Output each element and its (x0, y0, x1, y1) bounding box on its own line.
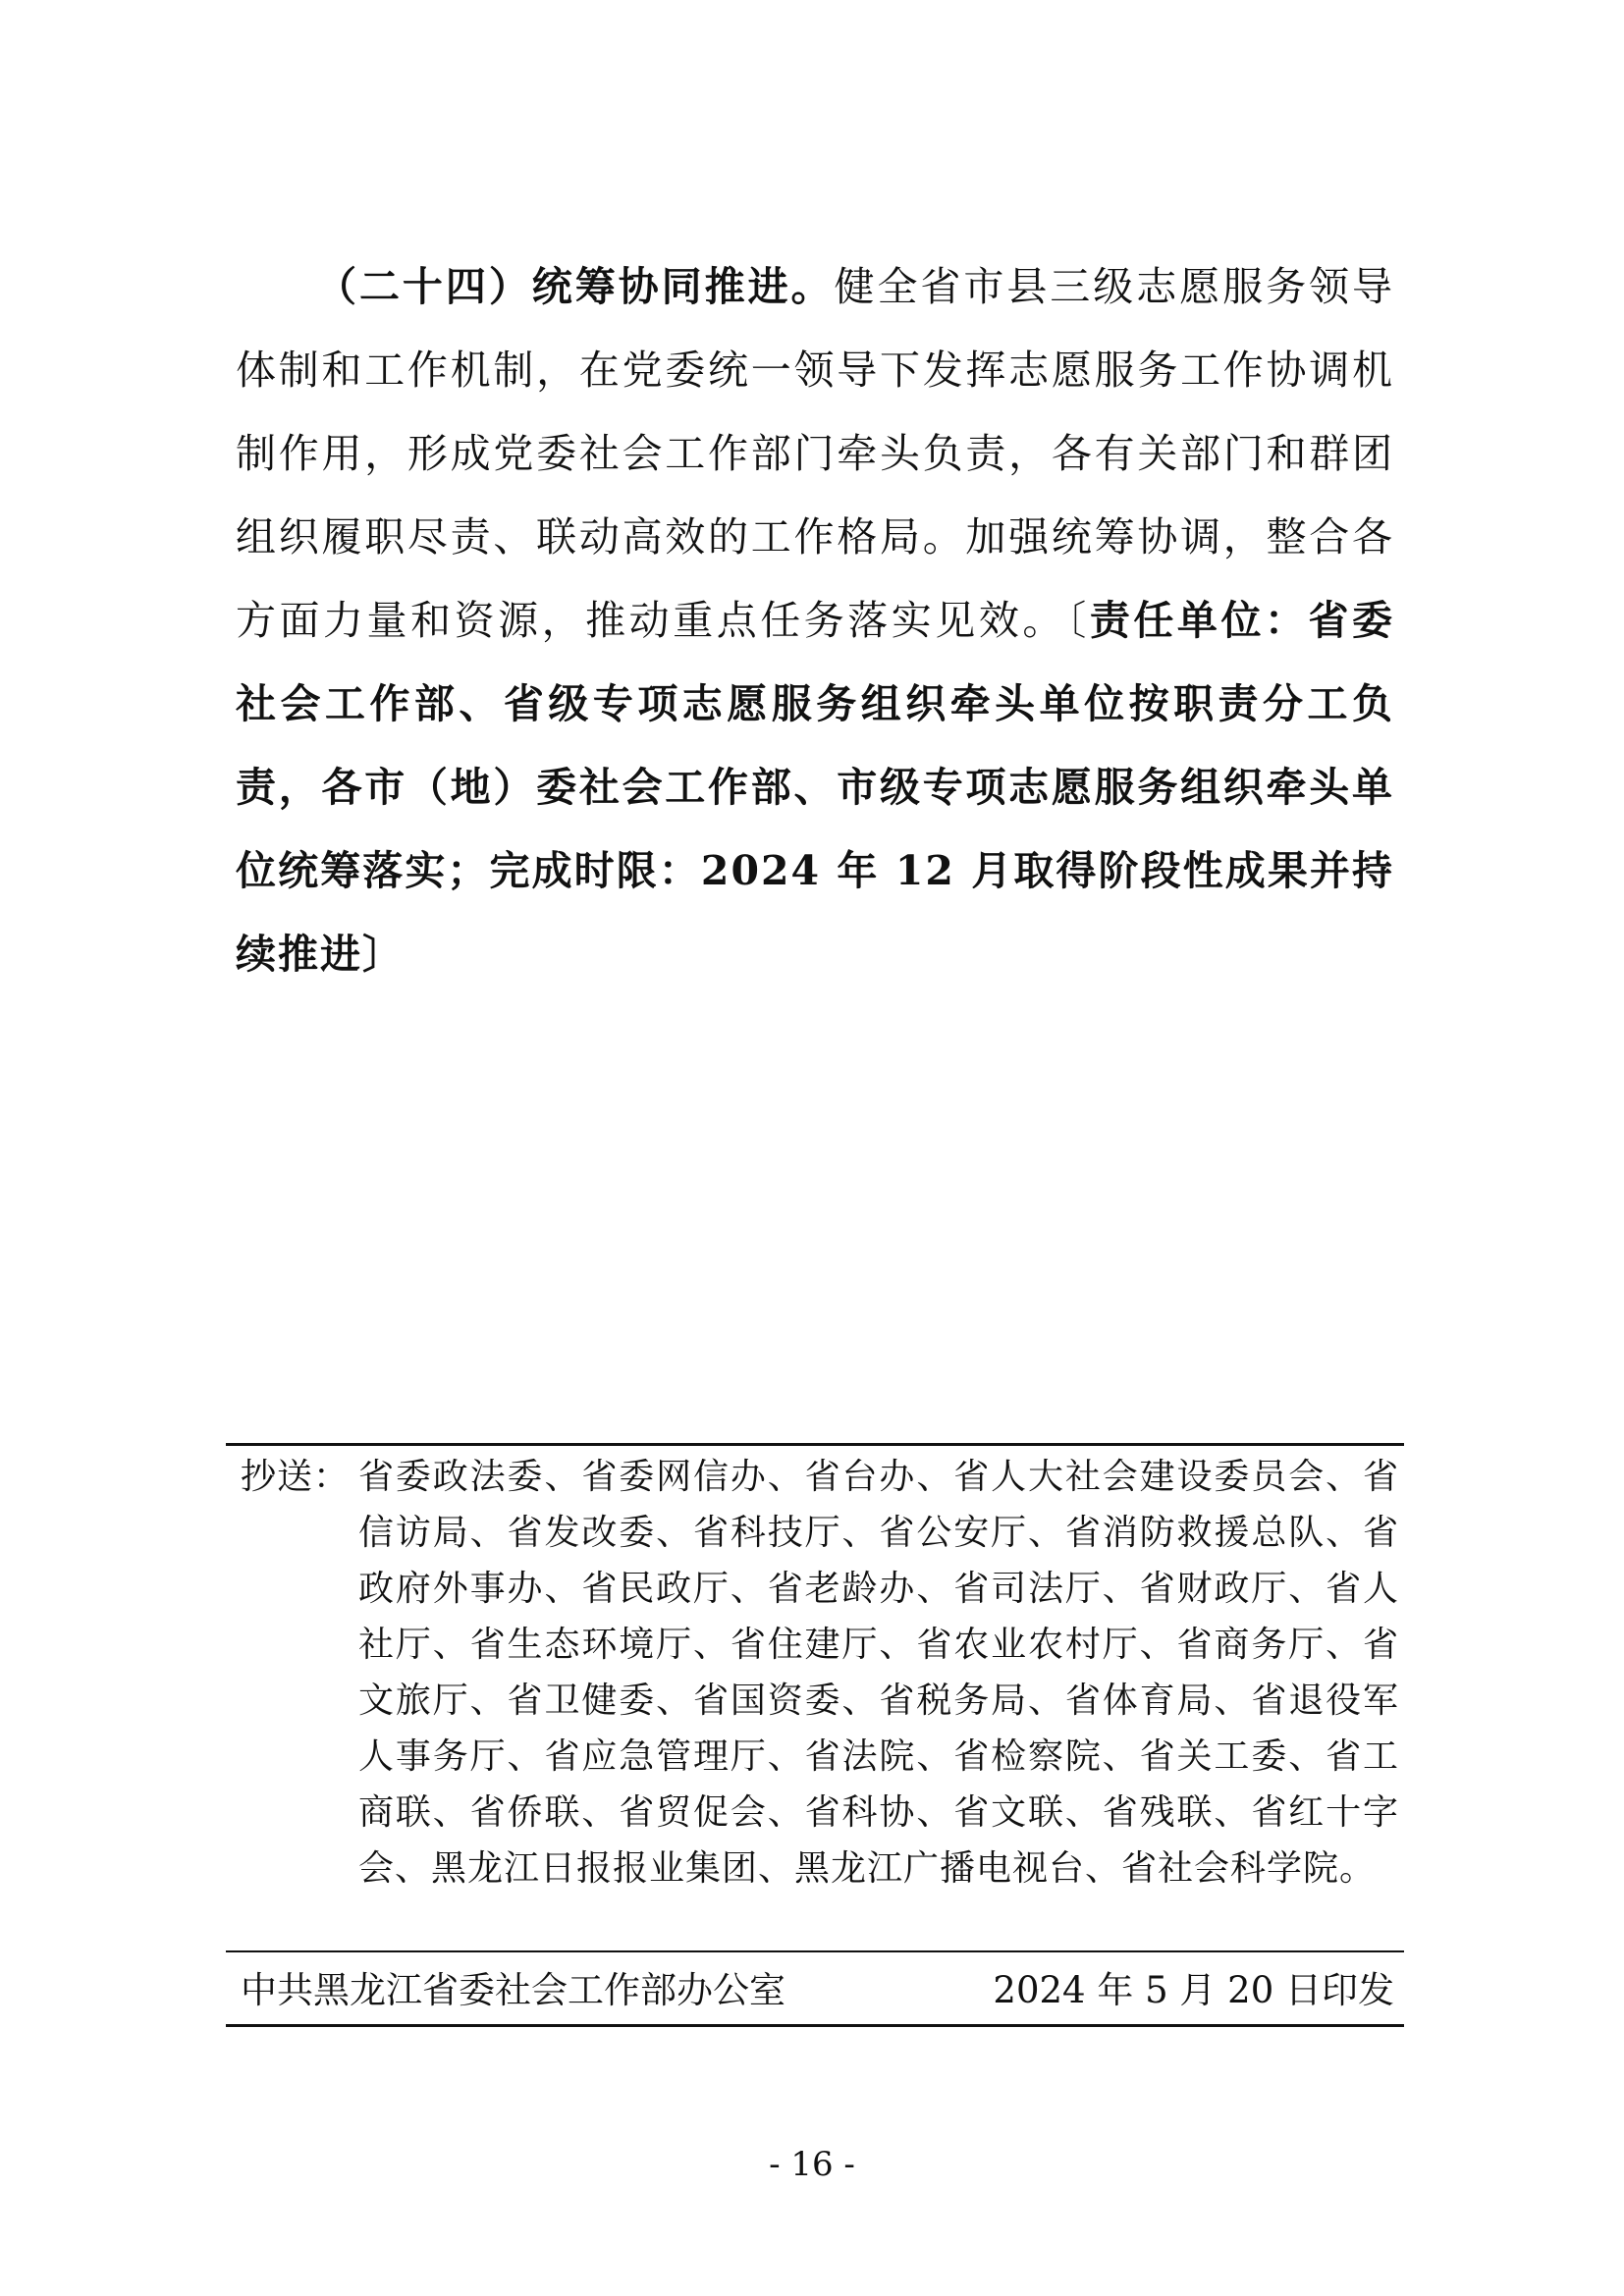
cc-top-divider (226, 1443, 1404, 1446)
cc-label: 抄送： (241, 1457, 351, 1497)
section-heading: （二十四）统筹协同推进。 (316, 263, 835, 310)
responsibility-note: 责任单位：省委社会工作部、省级专项志愿服务组织牵头单位按职责分工负责，各市（地）委社会工作部、市级专项志愿服务组织牵头单位统筹落实；完成时限：2024 年 12 月取得阶段性成果并持续推进〕 (236, 597, 1395, 978)
issuance-footer (241, 1961, 1394, 2020)
page-number: - 16 - (769, 2145, 855, 2184)
footer-bottom-divider (226, 2024, 1404, 2027)
paragraph-text: 健全省市县三级志愿服务领导体制和工作机制，在党委统一领导下发挥志愿服务工作协调机制作用，形成党委社会工作部门牵头负责，各有关部门和群团组织履职尽责、联动高效的工作格局。加强统筹协调，整合各方面力量和资源，推动重点任务落实见效。〔 (236, 263, 1394, 644)
body-section (236, 245, 1394, 996)
cc-recipients: 省委政法委、省委网信办、省台办、省人大社会建设委员会、省信访局、省发改委、省科技厅、省公安厅、省消防救援总队、省政府外事办、省民政厅、省老龄办、省司法厅、省财政厅、省人社厅、省生态环境厅、省住建厅、省农业农村厅、省商务厅、省文旅厅、省卫健委、省国资委、省税务局、省体育局、省退役军人事务厅、省应急管理厅、省法院、省检察院、省关工委、省工商联、省侨联、省贸促会、省科协、省文联、省残联、省红十字会、黑龙江日报报业集团、黑龙江广播电视台、省社会科学院。 (358, 1457, 1399, 1889)
paragraph-24 (236, 245, 1394, 996)
footer-top-divider (226, 1950, 1404, 1952)
issuer-name: 中共黑龙江省委社会工作部办公室 (241, 1969, 785, 2011)
issue-date: 2024 年 5 月 20 日印发 (993, 1969, 1394, 2011)
